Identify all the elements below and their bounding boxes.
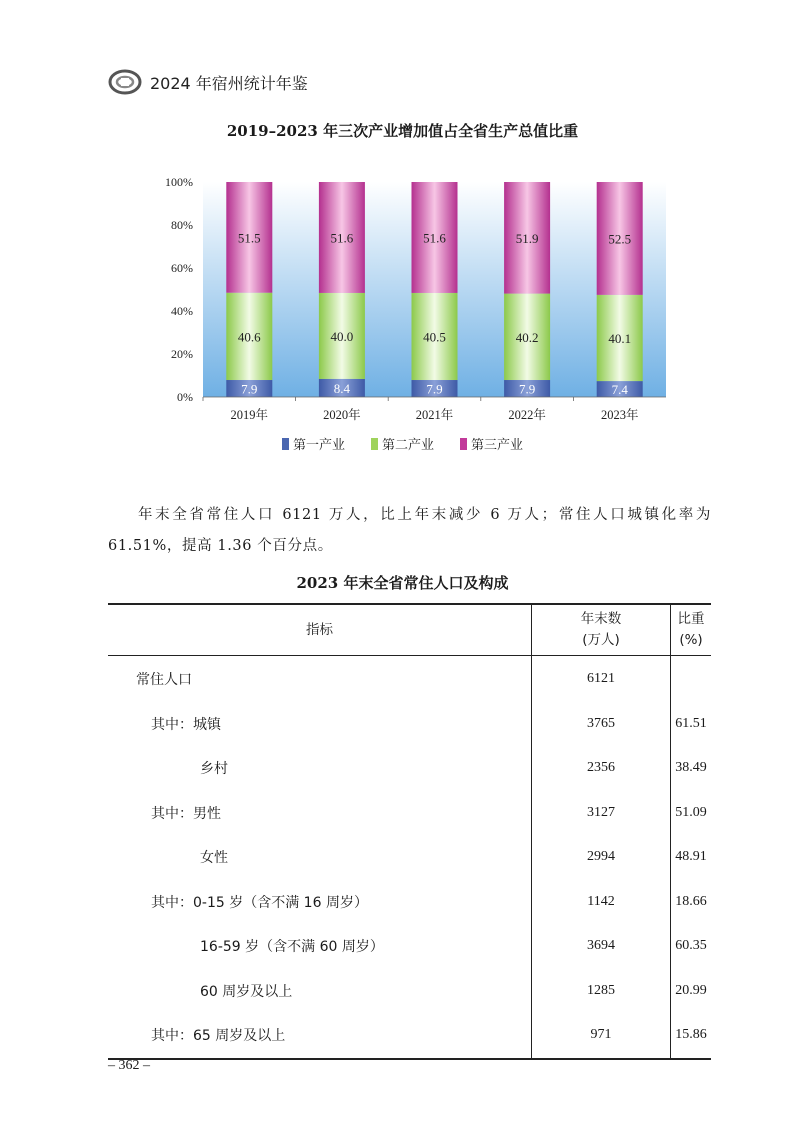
row-share: 48.91 <box>671 835 712 880</box>
header-share-line2: (%) <box>679 632 703 648</box>
legend-swatch-primary <box>282 438 289 450</box>
table-row <box>108 880 711 925</box>
population-table <box>108 603 711 1060</box>
y-tick-label: 60% <box>171 261 193 275</box>
row-count: 3127 <box>532 791 671 836</box>
header-count <box>532 604 671 656</box>
legend-label-secondary: 第二产业 <box>381 438 434 453</box>
row-count: 2356 <box>532 746 671 791</box>
row-share <box>671 656 712 702</box>
legend-swatch-secondary <box>371 438 378 450</box>
x-tick-label: 2019年 <box>230 408 269 422</box>
table-row <box>108 924 711 969</box>
header-share <box>671 604 712 656</box>
row-share: 18.66 <box>671 880 712 925</box>
table-row <box>108 1013 711 1059</box>
row-label: 其中：65 周岁及以上 <box>108 1013 532 1059</box>
data-label: 52.5 <box>608 231 632 247</box>
table-row <box>108 969 711 1014</box>
data-label: 7.4 <box>611 382 628 398</box>
data-label: 51.6 <box>423 230 446 246</box>
legend-item-secondary <box>371 434 434 453</box>
row-count: 1285 <box>532 969 671 1014</box>
data-label: 7.9 <box>241 381 258 397</box>
paragraph-text: 年末全省常住人口 6121 万人，比上年末减少 6 万人；常住人口城镇化率为 61.51%，提高 1.36 个百分点。 <box>108 507 711 554</box>
row-count: 2994 <box>532 835 671 880</box>
header-title: 2024 年宿州统计年鉴 <box>150 73 308 93</box>
data-label: 40.2 <box>515 329 539 345</box>
data-label: 8.4 <box>333 380 351 396</box>
page-number: – 362 – <box>108 1058 150 1073</box>
row-count: 3694 <box>532 924 671 969</box>
row-label: 其中：城镇 <box>151 716 221 733</box>
x-axis <box>203 397 666 422</box>
row-label: 60 周岁及以上 <box>200 983 293 1000</box>
data-label: 40.5 <box>423 329 446 345</box>
x-tick-label: 2020年 <box>323 408 361 422</box>
table-row <box>108 702 711 747</box>
header-count-line1: 年末数 <box>580 611 622 627</box>
chart-title: 2019–2023 年三次产业增加值占全省生产总值比重 <box>226 122 579 140</box>
x-tick-label: 2023年 <box>600 408 639 422</box>
table-row <box>108 835 711 880</box>
row-share: 61.51 <box>671 702 712 747</box>
body-paragraph <box>108 500 711 562</box>
header-share-line1: 比重 <box>677 611 705 627</box>
legend-item-tertiary <box>460 434 523 453</box>
legend-label-primary: 第一产业 <box>292 438 345 453</box>
y-axis <box>165 175 193 404</box>
data-label: 40.6 <box>237 329 261 345</box>
page-header <box>108 62 308 102</box>
data-label: 51.9 <box>515 230 539 246</box>
data-label: 7.9 <box>518 381 536 397</box>
y-tick-label: 20% <box>171 347 193 361</box>
data-label: 40.1 <box>608 330 632 346</box>
data-label: 51.6 <box>330 230 354 246</box>
y-tick-label: 80% <box>171 218 193 232</box>
header-indicator: 指标 <box>108 604 532 656</box>
row-count: 1142 <box>532 880 671 925</box>
row-label: 常住人口 <box>136 672 192 689</box>
stacked-bar-chart <box>150 170 680 460</box>
row-label: 女性 <box>200 850 228 867</box>
table-title: 2023 年末全省常住人口及构成 <box>296 574 509 592</box>
table-header-row <box>108 604 711 656</box>
y-tick-label: 0% <box>177 390 193 404</box>
data-label: 7.9 <box>426 381 443 397</box>
legend-item-primary <box>282 434 345 453</box>
row-label: 16-59 岁（含不满 60 周岁） <box>200 939 384 956</box>
row-count: 3765 <box>532 702 671 747</box>
y-tick-label: 100% <box>165 175 193 189</box>
header-count-line2: (万人) <box>582 632 620 648</box>
row-share: 38.49 <box>671 746 712 791</box>
row-count: 971 <box>532 1013 671 1059</box>
yearbook-logo-icon <box>108 68 142 96</box>
x-tick-label: 2022年 <box>508 408 546 422</box>
table-row <box>108 791 711 836</box>
y-tick-label: 40% <box>171 304 193 318</box>
data-label: 40.0 <box>330 328 354 344</box>
row-count: 6121 <box>532 656 671 702</box>
row-share: 20.99 <box>671 969 712 1014</box>
row-share: 60.35 <box>671 924 712 969</box>
table-row <box>108 746 711 791</box>
legend-swatch-tertiary <box>460 438 467 450</box>
row-label: 其中：0-15 岁（含不满 16 周岁） <box>151 894 368 911</box>
row-share: 15.86 <box>671 1013 712 1059</box>
row-label: 乡村 <box>200 761 228 778</box>
table-row <box>108 656 711 702</box>
row-share: 51.09 <box>671 791 712 836</box>
legend-label-tertiary: 第三产业 <box>471 438 524 453</box>
chart-legend <box>0 434 805 453</box>
row-label: 其中：男性 <box>151 805 221 822</box>
data-label: 51.5 <box>237 230 261 246</box>
x-tick-label: 2021年 <box>415 408 454 422</box>
